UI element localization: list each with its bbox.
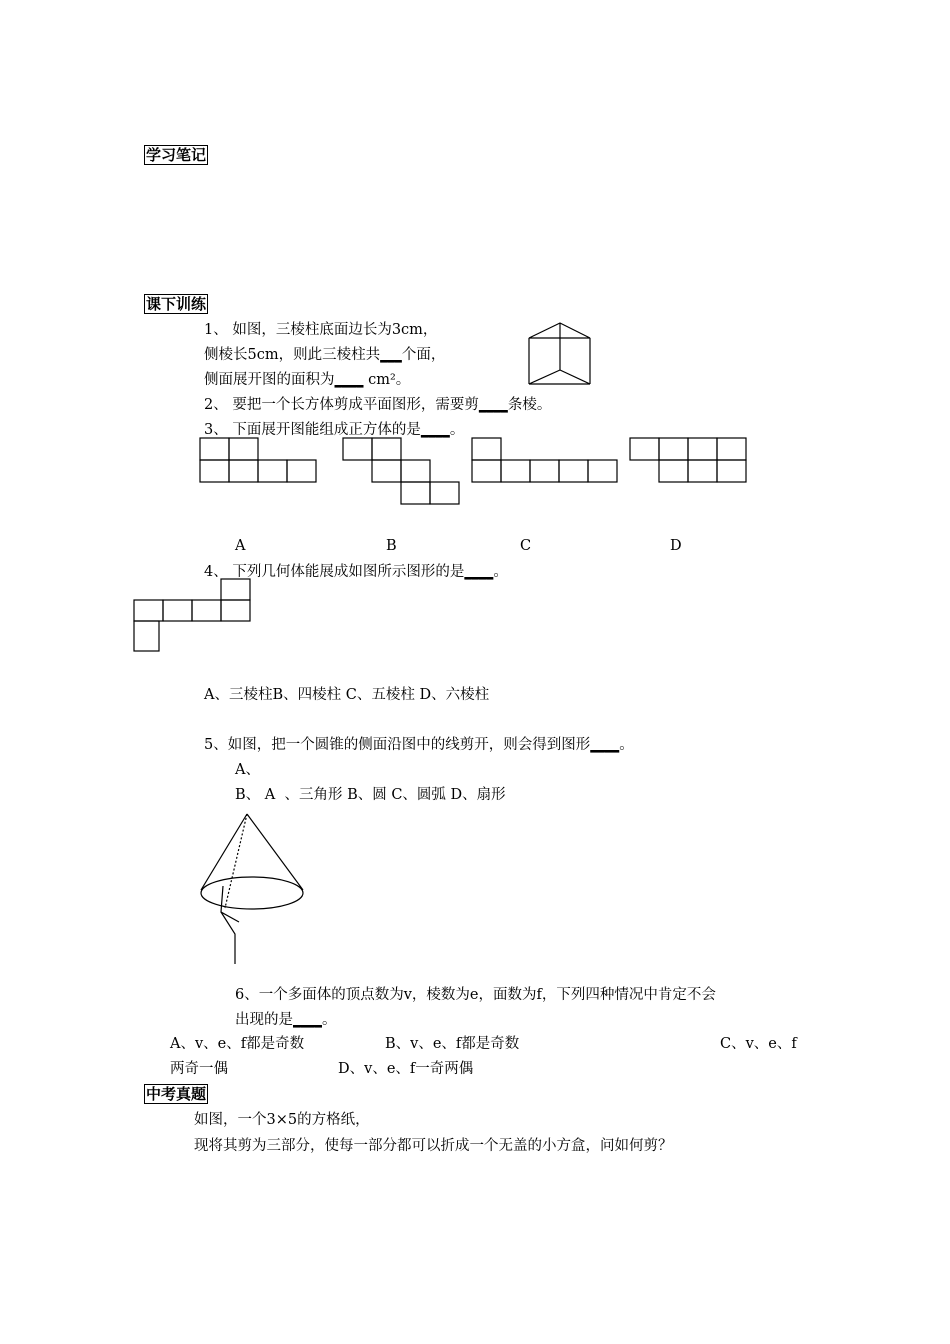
q3-label-c: C xyxy=(520,538,532,554)
q4-options: A、三棱柱B、四棱柱 C、五棱柱 D、六棱柱 xyxy=(204,687,490,703)
q1-line2 xyxy=(204,345,445,365)
prism-bottom-left xyxy=(529,370,560,384)
q4-text: 4、 下列几何体能展成如图所示图形的是 xyxy=(204,564,465,580)
q5-end: 。 xyxy=(619,737,634,753)
cone-base xyxy=(201,877,303,909)
net-b xyxy=(343,438,463,508)
q1-line2-text: 侧棱长5cm，则此三棱柱共 xyxy=(204,347,381,363)
q6-option-c: C、v、e、f xyxy=(720,1036,797,1052)
q6-option-b: B、v、e、f都是奇数 xyxy=(385,1036,520,1052)
q3-label-b: B xyxy=(386,538,397,554)
q6-line1: 6、一个多面体的顶点数为v，棱数为e，面数为f，下列四种情况中肯定不会 xyxy=(235,987,716,1003)
net-c xyxy=(472,438,622,488)
net-q4 xyxy=(134,579,254,654)
q3-label-a: A xyxy=(235,538,246,554)
prism-figure xyxy=(527,320,597,390)
q5-blank: ____ xyxy=(590,737,620,753)
cone-figure xyxy=(195,810,315,970)
notes-heading: 学习笔记 xyxy=(146,146,207,164)
q5-text: 5、如图，把一个圆锥的侧面沿图中的线剪开，则会得到图形 xyxy=(204,737,591,753)
q1-blank-area: ____ xyxy=(334,372,364,388)
exam-heading: 中考真题 xyxy=(146,1085,207,1103)
exam-line1: 如图，一个3×5的方格纸， xyxy=(194,1112,370,1128)
q6-text: 出现的是 xyxy=(235,1012,293,1028)
q4-end: 。 xyxy=(493,564,508,580)
q2-text: 2、 要把一个长方体剪成平面图形，需要剪 xyxy=(204,397,479,413)
q6-line2 xyxy=(235,1010,337,1030)
net-a xyxy=(200,438,320,488)
q5-line2: A、 xyxy=(235,762,260,778)
q1-blank-faces: ___ xyxy=(380,347,402,363)
cone-left-side xyxy=(201,814,247,890)
q3-text: 3、 下面展开图能组成正方体的是 xyxy=(204,422,421,438)
q5-line1 xyxy=(204,735,634,755)
q3-end: 。 xyxy=(449,422,465,438)
q1-line3 xyxy=(204,370,410,390)
cone-cut-pointer xyxy=(221,912,235,964)
q6-end: 。 xyxy=(322,1012,337,1028)
exam-line2: 现将其剪为三部分，使每一部分都可以折成一个无盖的小方盒，问如何剪？ xyxy=(194,1138,673,1154)
q6-option-a: A、v、e、f都是奇数 xyxy=(170,1036,305,1052)
q1-line3-end: cm²。 xyxy=(363,372,411,388)
q1-line2-end: 个面， xyxy=(401,347,446,363)
q2-line xyxy=(204,395,551,415)
q2-end: 条棱。 xyxy=(507,397,552,413)
cone-cut-line xyxy=(225,814,247,908)
q6-option-c-cont: 两奇一偶 xyxy=(170,1061,228,1077)
q5-line3: B、 A 、三角形 B、圆 C、圆弧 D、扇形 xyxy=(235,787,506,803)
q3-label-d: D xyxy=(670,538,682,554)
q3-line xyxy=(204,420,464,440)
net-d xyxy=(630,438,750,488)
q1-line3-text: 侧面展开图的面积为 xyxy=(204,372,335,388)
practice-heading: 课下训练 xyxy=(146,295,207,313)
prism-bottom-right xyxy=(560,370,590,384)
q6-option-d: D、v、e、f一奇两偶 xyxy=(338,1061,474,1077)
q1-line1: 1、 如图，三棱柱底面边长为3cm， xyxy=(204,322,438,338)
q4-blank: ____ xyxy=(464,564,494,580)
q2-blank: ____ xyxy=(478,397,508,413)
q3-blank: ____ xyxy=(420,422,450,438)
q6-blank: ____ xyxy=(293,1012,322,1028)
